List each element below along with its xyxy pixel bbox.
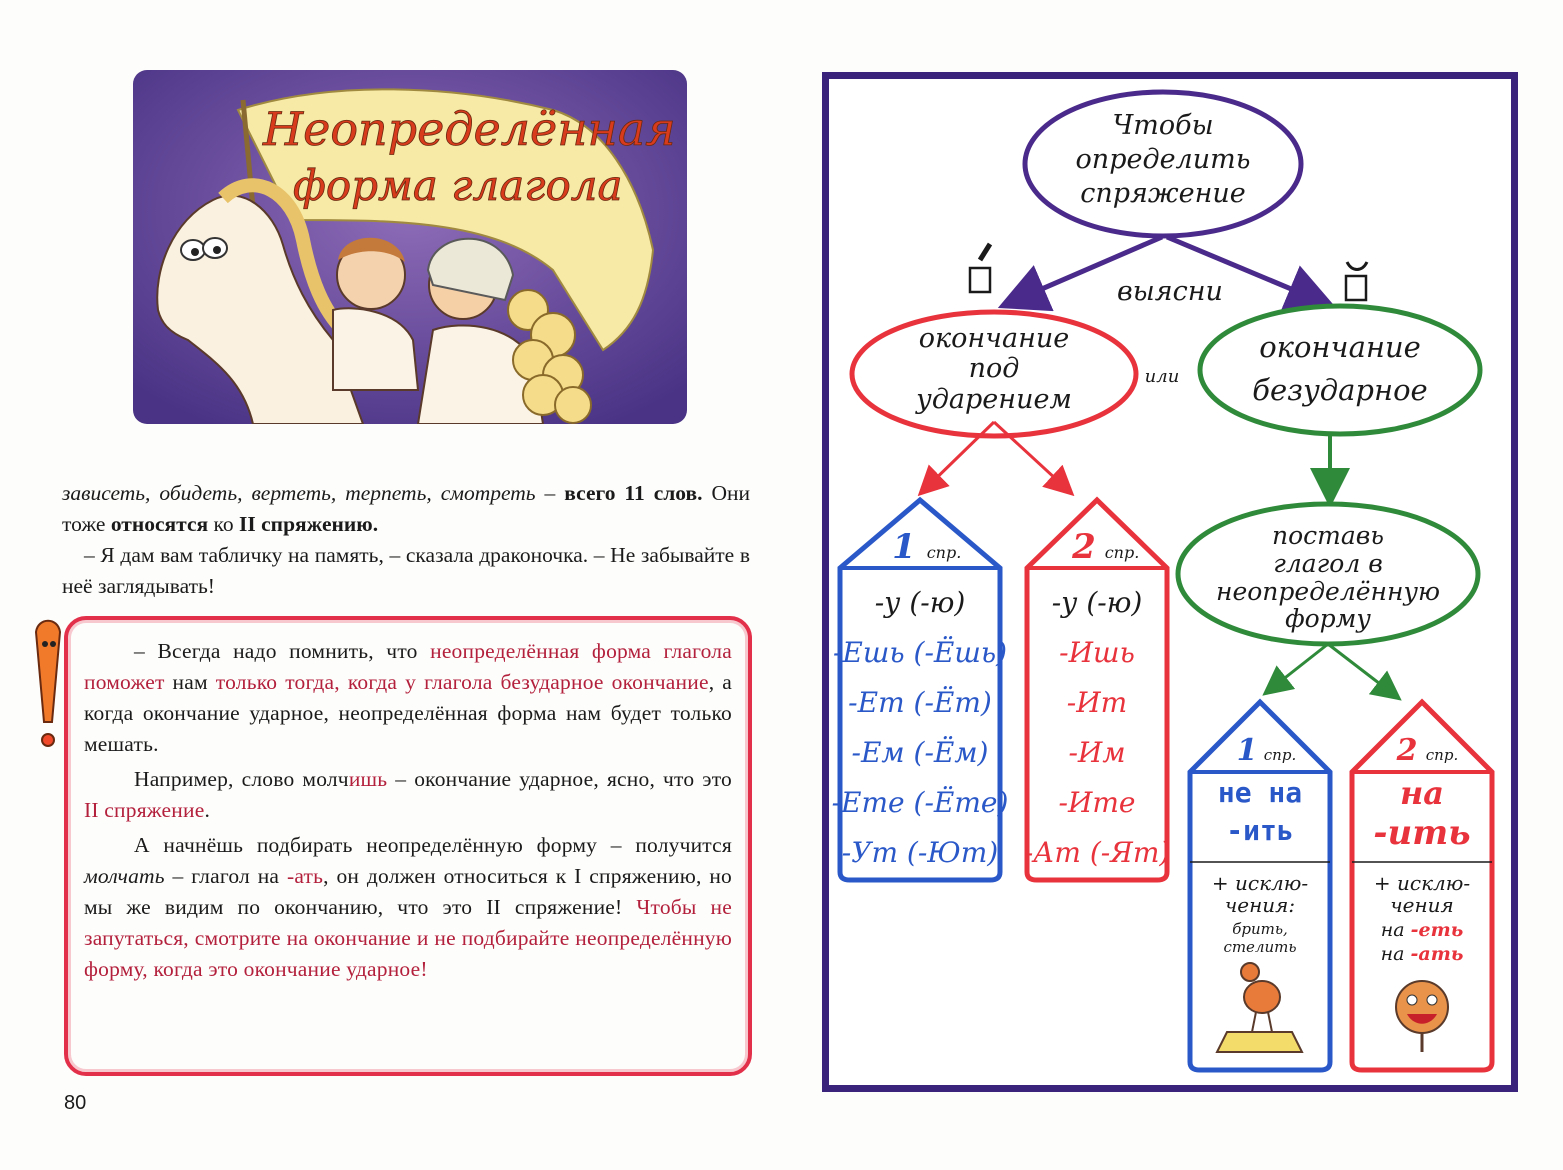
house4-rule-line1: на (1399, 774, 1445, 812)
text-fragment: нам (164, 670, 216, 694)
find-out-label: выясни (1117, 276, 1223, 307)
house4-rule-line2: -ить (1373, 813, 1471, 853)
text-fragment: , а когда окончание ударное, неопределённая форма нам будет только мешать. (84, 670, 732, 756)
unstressed-line1: окончание (1259, 330, 1421, 364)
house3-label: спр. (1263, 746, 1297, 764)
chapter-illustration (133, 70, 687, 424)
start-line2: определить (1075, 144, 1251, 175)
house2-label: спр. (1104, 543, 1140, 562)
total-count: всего 11 слов. (564, 481, 703, 505)
text-fragment: – окончание ударное, ясно, что это (387, 767, 732, 791)
example-verb: молчать (84, 864, 165, 888)
text-fragment: ко (208, 512, 240, 536)
house4-number: 2 (1396, 733, 1418, 768)
ending-item: -Ит (1066, 686, 1128, 719)
house2-number: 2 (1072, 527, 1096, 567)
house-conj2-unstressed (1352, 702, 1492, 1070)
ending-item: -у (-ю) (874, 586, 966, 619)
rule-paragraph-1 (84, 636, 732, 760)
house-conj2-stressed (1024, 500, 1171, 880)
ending-item: -Ет (-Ёт) (848, 686, 992, 719)
dash: – (535, 481, 556, 505)
unstressed-square-icon (1346, 276, 1366, 300)
ending-item: -Ем (-Ём) (851, 736, 989, 769)
text-fragment: на (1380, 943, 1411, 965)
banner-title-line2: форма глагола (293, 161, 623, 210)
stressed-line1: окончание (918, 323, 1070, 354)
text-fragment: . (204, 798, 211, 822)
or-label: или (1144, 366, 1180, 387)
start-line1: Чтобы (1112, 110, 1214, 141)
rule-box (64, 616, 752, 1076)
house-conj1-unstressed (1190, 702, 1330, 1070)
infinitive-line2: глагол в (1273, 549, 1383, 578)
ending-item: -Ете (-Ёте) (831, 786, 1009, 819)
house4-exc-line1: + исклю- (1373, 871, 1471, 895)
house4-exc-line4 (1381, 943, 1464, 965)
text-fragment: на (1380, 919, 1411, 941)
house-conj1-stressed (832, 500, 1009, 880)
house1-label: спр. (926, 543, 962, 562)
house3-exc-line3: брить, (1232, 920, 1288, 938)
belong-word: относятся (110, 512, 209, 536)
house3-rule-line2: -ить (1226, 814, 1294, 847)
unstressed-ending-node (1200, 306, 1480, 434)
infinitive-line4: форму (1285, 604, 1371, 633)
house4-exc-line2: чения (1390, 893, 1454, 917)
house1-number: 1 (892, 527, 916, 567)
ending-item: -Ат (-Ят) (1023, 836, 1171, 869)
ending-item: -Им (1068, 736, 1126, 769)
unstressed-line2: безударное (1252, 373, 1428, 407)
highlight-red: -ать (286, 864, 324, 888)
exclamation-mascot-icon (28, 612, 68, 752)
house3-exc-line1: + исклю- (1211, 871, 1309, 895)
house4-label: спр. (1425, 746, 1459, 764)
text-fragment: А начнёшь подбирать неопределённую форму – получится (134, 833, 732, 857)
ending-item: -Ут (-Ют) (841, 836, 999, 869)
text-fragment: – Всегда надо помнить, что (134, 639, 431, 663)
highlight-red: неопределённая форма глагола поможет (84, 639, 732, 694)
text-fragment: Они тоже (62, 481, 751, 536)
ending-item: -у (-ю) (1051, 586, 1143, 619)
stressed-line3: ударением (916, 384, 1072, 415)
rule-paragraph-3 (84, 830, 732, 985)
house3-rule-line1: не на (1217, 776, 1303, 809)
text-fragment: – глагол на (164, 864, 287, 888)
highlight-red: -еть (1410, 919, 1464, 941)
arrow-to-house3 (1267, 644, 1328, 692)
house4-exc-line3 (1381, 919, 1464, 941)
text-fragment: Например, слово молч (134, 767, 349, 791)
highlight-red: ишь (348, 767, 388, 791)
exception-verbs-list: зависеть, обидеть, вертеть, терпеть, смотреть (62, 481, 536, 505)
stress-accent-icon (980, 244, 990, 260)
highlight-red: -ать (1410, 943, 1464, 965)
house3-exc-line2: чения: (1224, 893, 1296, 917)
breve-icon (1347, 262, 1367, 270)
dragon-quote: – Я дам вам табличку на память, – сказала драконочка. – Не забывайте в неё заглядывать! (62, 543, 750, 598)
house3-exc-line4: стелить (1223, 938, 1297, 956)
page-number: 80 (64, 1092, 87, 1114)
text-fragment: , он должен относиться к I спряжению, но мы же видим по окончанию, что это II спряжение! (84, 864, 732, 919)
conjugation-ref: II спряжению. (239, 512, 379, 536)
house3-number: 1 (1236, 733, 1258, 768)
ending-item: -Ите (1058, 786, 1136, 819)
infinitive-line1: поставь (1272, 521, 1384, 550)
banner-title-line1: Неопределённая (263, 102, 676, 156)
rule-paragraph-2 (84, 764, 732, 826)
start-line3: спряжение (1080, 178, 1246, 209)
highlight-red: II спряжение (84, 798, 205, 822)
conjugation-flowchart (822, 72, 1518, 1092)
intro-text (62, 478, 750, 602)
highlight-red: только тогда, когда у глагола безударное окончание (215, 670, 709, 694)
highlight-red: Чтобы не запутаться, смотрите на окончание и не подбирайте неопределённую форму, когда это окончание ударное! (84, 895, 732, 981)
stressed-line2: под (968, 353, 1020, 384)
infinitive-line3: неопределённую (1215, 577, 1441, 606)
arrow-to-house4 (1328, 644, 1397, 697)
ending-item: -Ишь (1059, 636, 1135, 669)
ending-item: -Ешь (-Ёшь) (832, 636, 1008, 669)
stressed-square-icon (970, 268, 990, 292)
